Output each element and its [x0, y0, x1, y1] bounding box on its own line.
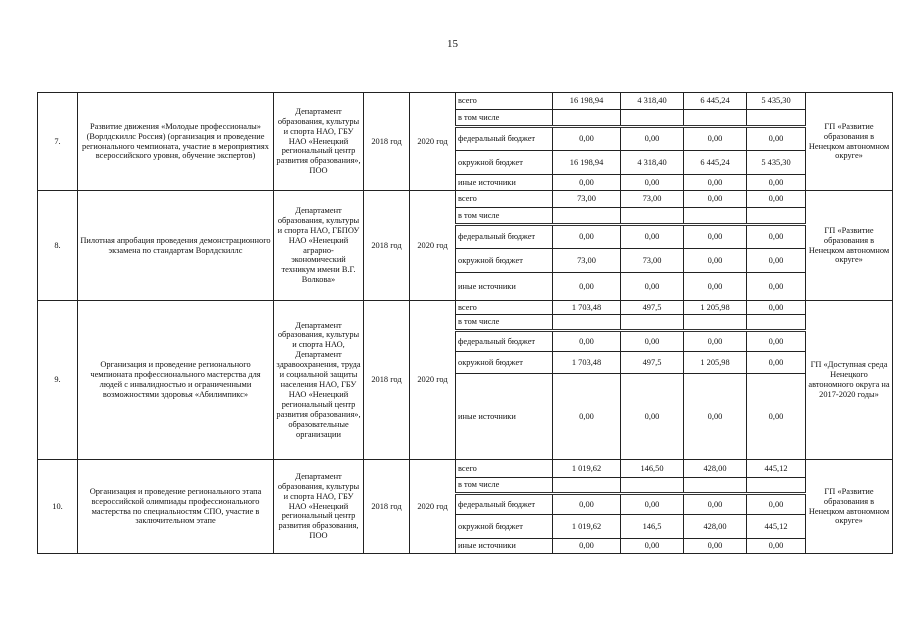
amount-y2020: 0,00 — [747, 494, 806, 515]
amount-y2018: 0,00 — [621, 494, 684, 515]
amount-y2018: 0,00 — [621, 175, 684, 191]
amount-y2018 — [621, 315, 684, 331]
amount-total: 73,00 — [553, 191, 621, 208]
end-year: 2020 год — [410, 93, 456, 191]
amount-y2019 — [684, 208, 747, 225]
amount-y2018: 497,5 — [621, 352, 684, 374]
funding-source: иные источники — [456, 273, 553, 301]
amount-y2020: 0,00 — [747, 225, 806, 249]
row-number: 7. — [38, 93, 78, 191]
amount-y2020: 0,00 — [747, 249, 806, 273]
end-year: 2020 год — [410, 301, 456, 460]
amount-y2019 — [684, 315, 747, 331]
start-year: 2018 год — [364, 93, 410, 191]
amount-y2018: 0,00 — [621, 539, 684, 554]
amount-y2020: 445,12 — [747, 460, 806, 478]
amount-y2018: 73,00 — [621, 249, 684, 273]
amount-y2020 — [747, 478, 806, 494]
amount-y2020: 0,00 — [747, 191, 806, 208]
amount-total — [553, 110, 621, 127]
table-row — [38, 191, 893, 208]
page-number: 15 — [447, 38, 458, 50]
funding-source: федеральный бюджет — [456, 225, 553, 249]
executor: Департамент образования, культуры и спорта НАО, Департамент здравоохранения, труда и социальной защиты населения НАО, ГБУ НАО «Ненецкий региональный центр развития образования», образовательные организации — [274, 301, 364, 460]
funding-source: всего — [456, 191, 553, 208]
funding-source: иные источники — [456, 175, 553, 191]
funding-source: окружной бюджет — [456, 515, 553, 539]
funding-source: всего — [456, 301, 553, 315]
funding-source: федеральный бюджет — [456, 331, 553, 352]
amount-y2020: 0,00 — [747, 352, 806, 374]
amount-y2019: 0,00 — [684, 273, 747, 301]
amount-y2019: 6 445,24 — [684, 151, 747, 175]
funding-source: всего — [456, 460, 553, 478]
amount-y2019: 6 445,24 — [684, 93, 747, 110]
funding-source: федеральный бюджет — [456, 127, 553, 151]
amount-y2019: 0,00 — [684, 175, 747, 191]
state-program: ГП «Развитие образования в Ненецком автономном округе» — [806, 460, 893, 554]
funding-source: федеральный бюджет — [456, 494, 553, 515]
amount-y2020: 5 435,30 — [747, 151, 806, 175]
amount-y2020: 5 435,30 — [747, 93, 806, 110]
end-year: 2020 год — [410, 460, 456, 554]
amount-y2019: 0,00 — [684, 331, 747, 352]
amount-y2019: 0,00 — [684, 225, 747, 249]
amount-y2018: 497,5 — [621, 301, 684, 315]
table-row — [38, 93, 893, 110]
amount-y2020: 0,00 — [747, 331, 806, 352]
amount-y2020: 445,12 — [747, 515, 806, 539]
start-year: 2018 год — [364, 460, 410, 554]
funding-source: иные источники — [456, 374, 553, 460]
amount-total: 16 198,94 — [553, 151, 621, 175]
amount-y2019: 0,00 — [684, 539, 747, 554]
amount-y2020: 0,00 — [747, 539, 806, 554]
amount-y2019 — [684, 110, 747, 127]
measure-name: Организация и проведение регионального этапа всероссийской олимпиады профессионального мастерства по специальностям СПО, участие в заключительном этапе — [78, 460, 274, 554]
amount-y2018: 0,00 — [621, 127, 684, 151]
amount-y2018: 0,00 — [621, 374, 684, 460]
table-body — [38, 93, 893, 554]
amount-y2020: 0,00 — [747, 175, 806, 191]
amount-total: 0,00 — [553, 127, 621, 151]
amount-y2018: 73,00 — [621, 191, 684, 208]
amount-y2018: 4 318,40 — [621, 93, 684, 110]
amount-y2018: 0,00 — [621, 225, 684, 249]
funding-source: окружной бюджет — [456, 249, 553, 273]
amount-total: 73,00 — [553, 249, 621, 273]
state-program: ГП «Доступная среда Ненецкого автономного округа на 2017-2020 годы» — [806, 301, 893, 460]
start-year: 2018 год — [364, 191, 410, 301]
amount-y2020 — [747, 208, 806, 225]
amount-y2019: 0,00 — [684, 494, 747, 515]
funding-source: в том числе — [456, 315, 553, 331]
table-row — [38, 301, 893, 315]
amount-y2018 — [621, 478, 684, 494]
amount-y2019 — [684, 478, 747, 494]
amount-y2018: 146,50 — [621, 460, 684, 478]
funding-source: иные источники — [456, 539, 553, 554]
amount-y2019: 428,00 — [684, 515, 747, 539]
state-program: ГП «Развитие образования в Ненецком автономном округе» — [806, 93, 893, 191]
funding-source: в том числе — [456, 478, 553, 494]
amount-y2020: 0,00 — [747, 374, 806, 460]
amount-y2019: 1 205,98 — [684, 352, 747, 374]
start-year: 2018 год — [364, 301, 410, 460]
executor: Департамент образования, культуры и спорта НАО, ГБУ НАО «Ненецкий региональный центр развития образования, ПОО — [274, 460, 364, 554]
amount-y2018: 4 318,40 — [621, 151, 684, 175]
amount-total: 1 019,62 — [553, 460, 621, 478]
amount-y2019: 0,00 — [684, 249, 747, 273]
amount-total: 0,00 — [553, 273, 621, 301]
row-number: 9. — [38, 301, 78, 460]
amount-y2020: 0,00 — [747, 301, 806, 315]
amount-total: 0,00 — [553, 225, 621, 249]
amount-y2020: 0,00 — [747, 127, 806, 151]
table-row — [38, 460, 893, 478]
amount-y2018 — [621, 208, 684, 225]
amount-total: 0,00 — [553, 539, 621, 554]
amount-y2019: 1 205,98 — [684, 301, 747, 315]
amount-y2018: 0,00 — [621, 331, 684, 352]
measure-name: Организация и проведение регионального чемпионата профессионального мастерства для людей с инвалидностью и ограниченными возможностями здоровья «Абилимпикс» — [78, 301, 274, 460]
amount-y2019: 0,00 — [684, 127, 747, 151]
amount-total: 1 703,48 — [553, 352, 621, 374]
amount-y2018: 146,5 — [621, 515, 684, 539]
amount-y2018: 0,00 — [621, 273, 684, 301]
funding-source: в том числе — [456, 110, 553, 127]
amount-total: 0,00 — [553, 494, 621, 515]
amount-total — [553, 478, 621, 494]
amount-total: 16 198,94 — [553, 93, 621, 110]
funding-source: всего — [456, 93, 553, 110]
amount-total: 0,00 — [553, 331, 621, 352]
measure-name: Пилотная апробация проведения демонстрационного экзамена по стандартам Ворлдскиллс — [78, 191, 274, 301]
amount-y2019: 428,00 — [684, 460, 747, 478]
amount-total: 1 703,48 — [553, 301, 621, 315]
amount-y2019: 0,00 — [684, 191, 747, 208]
amount-y2018 — [621, 110, 684, 127]
amount-total — [553, 315, 621, 331]
amount-total — [553, 208, 621, 225]
end-year: 2020 год — [410, 191, 456, 301]
measure-name: Развитие движения «Молодые профессионалы» (Ворлдскиллс Россия) (организация и проведение регионального чемпионата, участие в мероприятиях всероссийского уровня, обучение экспертов) — [78, 93, 274, 191]
executor: Департамент образования, культуры и спорта НАО, ГБУ НАО «Ненецкий региональный центр развития образования», ПОО — [274, 93, 364, 191]
amount-y2020: 0,00 — [747, 273, 806, 301]
amount-total: 0,00 — [553, 374, 621, 460]
funding-source: в том числе — [456, 208, 553, 225]
amount-y2019: 0,00 — [684, 374, 747, 460]
amount-y2020 — [747, 315, 806, 331]
amount-total: 1 019,62 — [553, 515, 621, 539]
funding-source: окружной бюджет — [456, 151, 553, 175]
executor: Департамент образования, культуры и спорта НАО, ГБПОУ НАО «Ненецкий аграрно-экономический техникум имени В.Г. Волкова» — [274, 191, 364, 301]
amount-y2020 — [747, 110, 806, 127]
program-table — [37, 92, 893, 554]
funding-source: окружной бюджет — [456, 352, 553, 374]
amount-total: 0,00 — [553, 175, 621, 191]
row-number: 10. — [38, 460, 78, 554]
row-number: 8. — [38, 191, 78, 301]
state-program: ГП «Развитие образования в Ненецком автономном округе» — [806, 191, 893, 301]
